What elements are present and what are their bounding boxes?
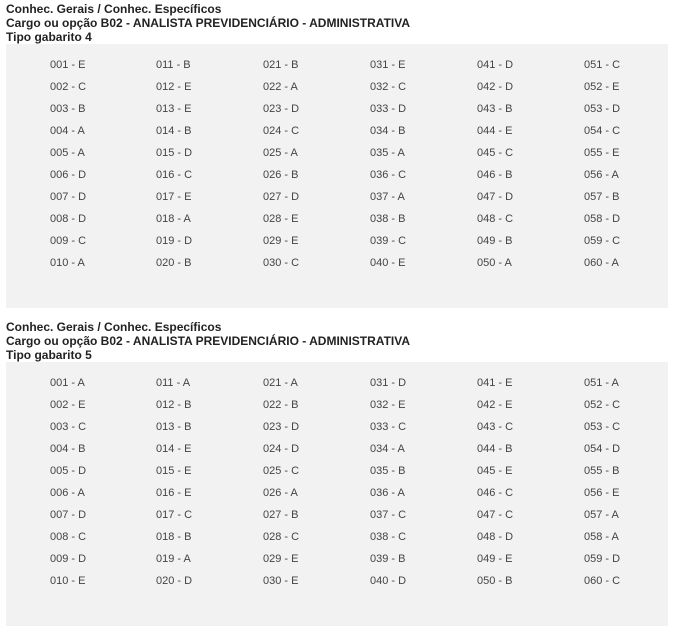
answer-cell: 018 - B — [156, 531, 192, 543]
answer-cell: 038 - C — [370, 531, 407, 543]
answer-cell: 057 - B — [584, 191, 620, 203]
answer-cell: 011 - A — [156, 377, 191, 389]
answer-cell: 016 - C — [156, 169, 193, 181]
answer-cell: 052 - C — [584, 399, 621, 411]
answer-cell: 048 - D — [477, 531, 514, 543]
answer-cell: 028 - C — [263, 531, 300, 543]
answer-cell: 009 - C — [50, 235, 87, 247]
answer-cell: 050 - B — [477, 575, 513, 587]
answer-cell: 056 - A — [584, 169, 619, 181]
answer-cell: 027 - D — [263, 191, 300, 203]
answer-cell: 042 - D — [477, 81, 514, 93]
answer-cell: 002 - E — [50, 399, 86, 411]
answer-cell: 030 - E — [263, 575, 299, 587]
answer-cell: 009 - D — [50, 553, 87, 565]
answer-cell: 005 - D — [50, 465, 87, 477]
answer-cell: 060 - C — [584, 575, 621, 587]
answer-cell: 021 - B — [263, 59, 299, 71]
answer-cell: 039 - B — [370, 553, 406, 565]
answer-cell: 016 - E — [156, 487, 192, 499]
answer-cell: 003 - C — [50, 421, 87, 433]
answer-cell: 015 - D — [156, 147, 193, 159]
answer-cell: 056 - E — [584, 487, 620, 499]
answer-cell: 026 - B — [263, 169, 299, 181]
answer-cell: 041 - E — [477, 377, 513, 389]
answer-cell: 031 - E — [370, 59, 406, 71]
answer-cell: 017 - E — [156, 191, 192, 203]
answer-cell: 032 - E — [370, 399, 406, 411]
answer-cell: 046 - B — [477, 169, 513, 181]
answer-cell: 045 - C — [477, 147, 514, 159]
answer-cell: 051 - C — [584, 59, 621, 71]
answer-cell: 036 - C — [370, 169, 407, 181]
answer-cell: 033 - D — [370, 103, 407, 115]
answer-cell: 006 - A — [50, 487, 85, 499]
answer-cell: 010 - E — [50, 575, 86, 587]
answer-cell: 034 - B — [370, 125, 406, 137]
answer-cell: 020 - D — [156, 575, 193, 587]
answer-cell: 010 - A — [50, 257, 85, 269]
answer-cell: 058 - A — [584, 531, 619, 543]
answer-cell: 034 - A — [370, 443, 405, 455]
answer-cell: 060 - A — [584, 257, 619, 269]
answer-cell: 018 - A — [156, 213, 191, 225]
answer-cell: 041 - D — [477, 59, 514, 71]
answer-cell: 055 - E — [584, 147, 620, 159]
answer-cell: 038 - B — [370, 213, 406, 225]
answer-cell: 027 - B — [263, 509, 299, 521]
answer-cell: 058 - D — [584, 213, 621, 225]
section-title-line1: Conhec. Gerais / Conhec. Específicos — [6, 320, 222, 334]
answer-cell: 053 - D — [584, 103, 621, 115]
answer-cell: 054 - C — [584, 125, 621, 137]
answer-cell: 029 - E — [263, 235, 299, 247]
answer-cell: 017 - C — [156, 509, 193, 521]
section-title-line3: Tipo gabarito 5 — [6, 348, 92, 362]
section-title-line2: Cargo ou opção B02 - ANALISTA PREVIDENCIÁRIO - ADMINISTRATIVA — [6, 334, 411, 348]
answer-cell: 028 - E — [263, 213, 299, 225]
answer-cell: 037 - C — [370, 509, 407, 521]
answer-cell: 008 - C — [50, 531, 87, 543]
answer-cell: 023 - D — [263, 103, 300, 115]
section-title-line2: Cargo ou opção B02 - ANALISTA PREVIDENCIÁRIO - ADMINISTRATIVA — [6, 16, 411, 30]
answer-cell: 002 - C — [50, 81, 87, 93]
answer-cell: 013 - E — [156, 103, 192, 115]
answer-cell: 042 - E — [477, 399, 513, 411]
answer-cell: 039 - C — [370, 235, 407, 247]
answer-cell: 036 - A — [370, 487, 405, 499]
answer-cell: 043 - C — [477, 421, 514, 433]
answer-cell: 015 - E — [156, 465, 192, 477]
answer-cell: 053 - C — [584, 421, 621, 433]
answer-cell: 055 - B — [584, 465, 620, 477]
answer-cell: 026 - A — [263, 487, 298, 499]
answer-cell: 003 - B — [50, 103, 86, 115]
answer-cell: 007 - D — [50, 191, 87, 203]
answer-cell: 048 - C — [477, 213, 514, 225]
answer-cell: 022 - B — [263, 399, 299, 411]
answer-cell: 024 - D — [263, 443, 300, 455]
answer-cell: 047 - D — [477, 191, 514, 203]
answer-cell: 012 - B — [156, 399, 192, 411]
answer-cell: 059 - C — [584, 235, 621, 247]
answer-cell: 001 - A — [50, 377, 85, 389]
answer-cell: 029 - E — [263, 553, 299, 565]
answer-cell: 049 - B — [477, 235, 513, 247]
answer-cell: 001 - E — [50, 59, 86, 71]
answer-cell: 043 - B — [477, 103, 513, 115]
answer-cell: 051 - A — [584, 377, 619, 389]
answer-cell: 046 - C — [477, 487, 514, 499]
answer-cell: 047 - C — [477, 509, 514, 521]
answer-cell: 012 - E — [156, 81, 192, 93]
answer-cell: 044 - B — [477, 443, 513, 455]
answer-cell: 049 - E — [477, 553, 513, 565]
answer-cell: 008 - D — [50, 213, 87, 225]
answer-grid-panel — [6, 44, 668, 308]
answer-cell: 033 - C — [370, 421, 407, 433]
answer-cell: 031 - D — [370, 377, 407, 389]
answer-cell: 023 - D — [263, 421, 300, 433]
answer-cell: 050 - A — [477, 257, 512, 269]
answer-cell: 004 - B — [50, 443, 86, 455]
answer-cell: 011 - B — [156, 59, 191, 71]
answer-cell: 013 - B — [156, 421, 192, 433]
answer-cell: 044 - E — [477, 125, 513, 137]
answer-cell: 014 - B — [156, 125, 192, 137]
answer-cell: 007 - D — [50, 509, 87, 521]
answer-cell: 025 - A — [263, 147, 298, 159]
answer-cell: 005 - A — [50, 147, 85, 159]
answer-cell: 057 - A — [584, 509, 619, 521]
answer-cell: 004 - A — [50, 125, 85, 137]
answer-cell: 035 - B — [370, 465, 406, 477]
answer-cell: 040 - E — [370, 257, 406, 269]
answer-cell: 024 - C — [263, 125, 300, 137]
section-title-line3: Tipo gabarito 4 — [6, 30, 92, 44]
answer-cell: 054 - D — [584, 443, 621, 455]
answer-cell: 059 - D — [584, 553, 621, 565]
answer-cell: 032 - C — [370, 81, 407, 93]
answer-cell: 019 - A — [156, 553, 191, 565]
section-title-line1: Conhec. Gerais / Conhec. Específicos — [6, 2, 222, 16]
answer-cell: 025 - C — [263, 465, 300, 477]
answer-cell: 030 - C — [263, 257, 300, 269]
answer-grid-panel — [6, 362, 668, 626]
answer-cell: 045 - E — [477, 465, 513, 477]
answer-cell: 040 - D — [370, 575, 407, 587]
answer-cell: 035 - A — [370, 147, 405, 159]
answer-cell: 022 - A — [263, 81, 298, 93]
answer-cell: 052 - E — [584, 81, 620, 93]
answer-cell: 006 - D — [50, 169, 87, 181]
answer-cell: 019 - D — [156, 235, 193, 247]
answer-cell: 037 - A — [370, 191, 405, 203]
answer-cell: 020 - B — [156, 257, 192, 269]
answer-cell: 014 - E — [156, 443, 192, 455]
answer-cell: 021 - A — [263, 377, 298, 389]
